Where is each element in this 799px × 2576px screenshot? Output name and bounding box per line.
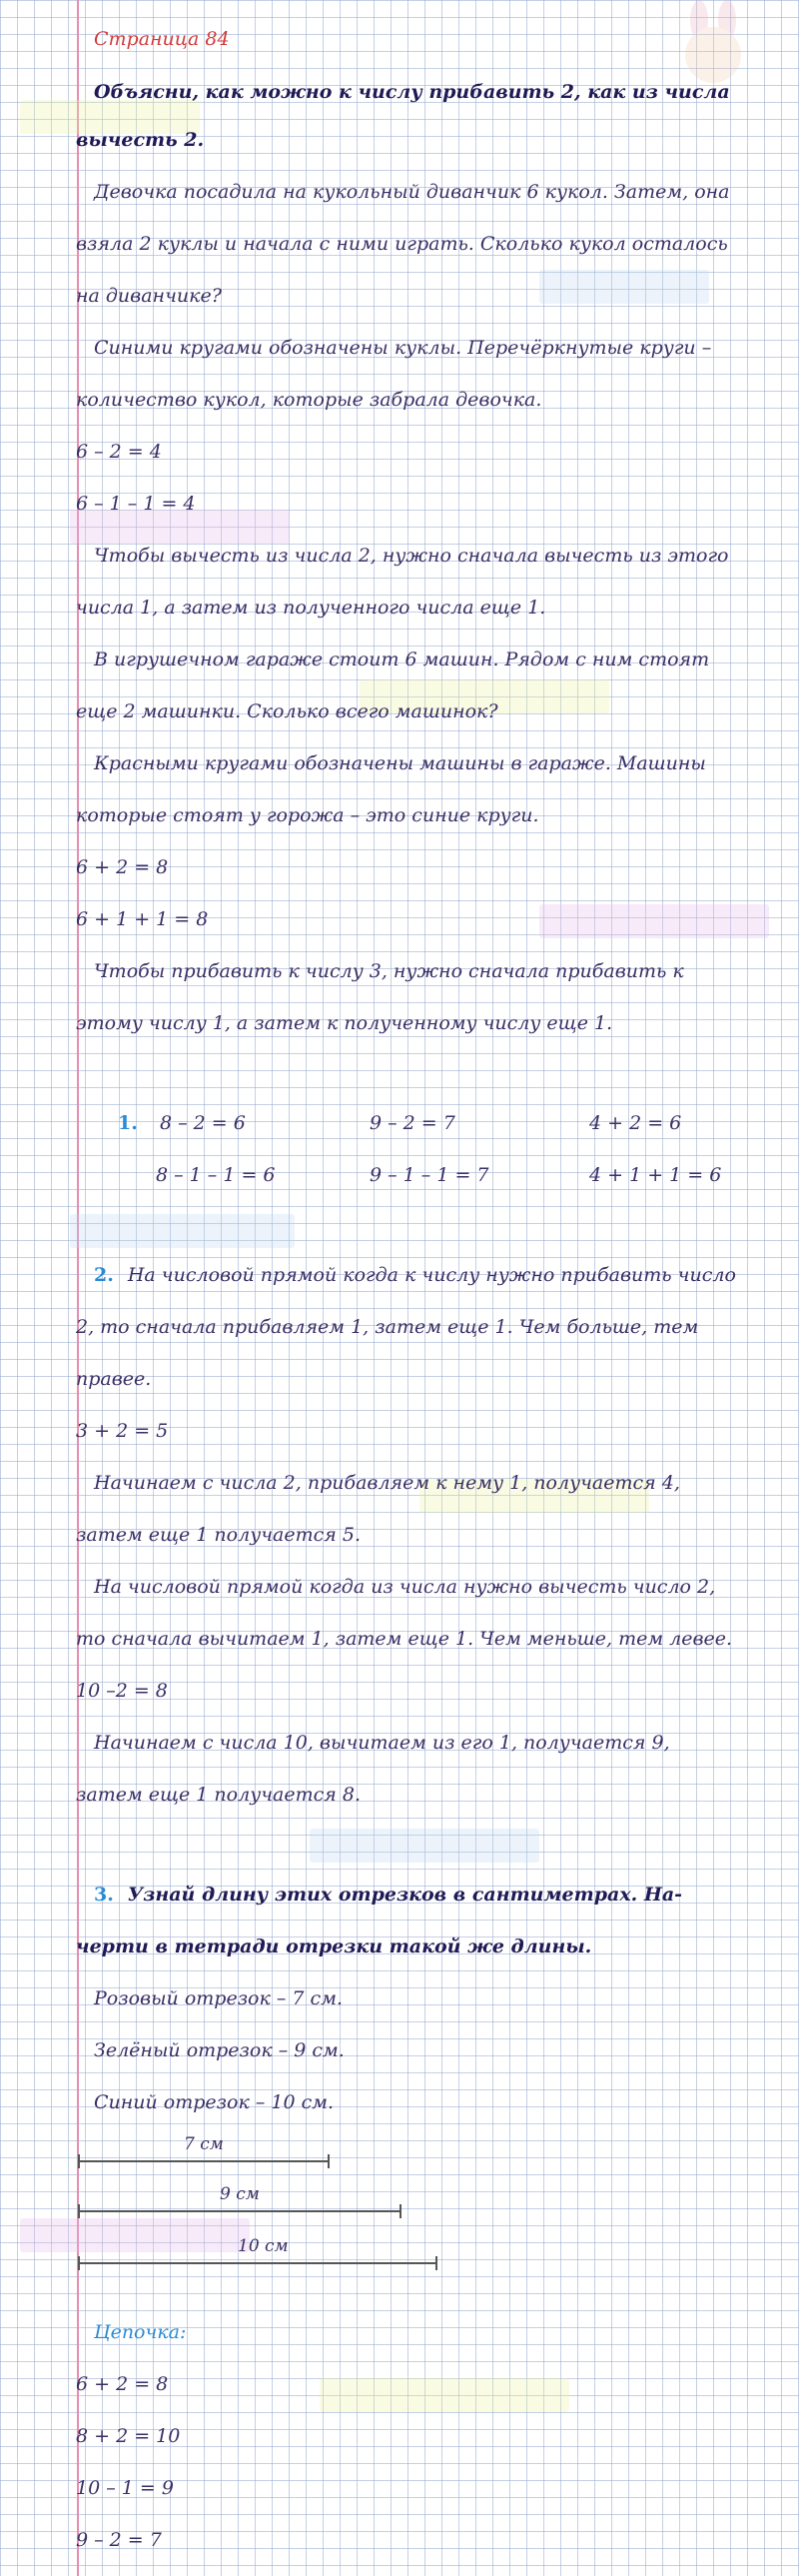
task-2-line: Начинаем с числа 10, вычитаем из его 1, получается 9, bbox=[94, 1732, 670, 1754]
segment-description: Розовый отрезок – 7 см. bbox=[94, 1987, 343, 2009]
task-2-line: правее. bbox=[76, 1368, 152, 1390]
task-2-line: затем еще 1 получается 8. bbox=[76, 1784, 362, 1806]
segment-end-tick bbox=[78, 2154, 80, 2168]
intro-paragraph-line: количество кукол, которые забрала девочка. bbox=[76, 389, 542, 411]
bunny-decoration-icon bbox=[669, 0, 759, 90]
intro-paragraph-line: взяла 2 куклы и начала с ними играть. Сколько кукол осталось bbox=[76, 233, 728, 255]
task-1-equation: 8 – 1 – 1 = 6 bbox=[156, 1164, 276, 1186]
segment-description: Синий отрезок – 10 см. bbox=[94, 2091, 335, 2113]
watermark bbox=[539, 904, 769, 938]
equation: 10 –2 = 8 bbox=[76, 1680, 168, 1702]
task-1-equation: 8 – 2 = 6 bbox=[160, 1112, 246, 1134]
segment-line bbox=[78, 2262, 437, 2264]
intro-paragraph-line: Девочка посадила на кукольный диванчик 6 кукол. Затем, она bbox=[94, 181, 730, 203]
intro-paragraph-line: еще 2 машинки. Сколько всего машинок? bbox=[76, 700, 498, 722]
intro-paragraph-line: Чтобы прибавить к числу 3, нужно сначала прибавить к bbox=[94, 960, 684, 982]
chain-line: 9 – 2 = 7 bbox=[76, 2529, 162, 2551]
watermark bbox=[70, 1214, 295, 1248]
task-3-question-text: Узнай длину этих отрезков в сантиметрах. На- bbox=[127, 1884, 683, 1906]
task-1-equation: 9 – 2 = 7 bbox=[370, 1112, 455, 1134]
task-3-question-line: черти в тетради отрезки такой же длины. bbox=[76, 1935, 592, 1957]
intro-question-line: вычесть 2. bbox=[76, 129, 205, 151]
segment-end-tick bbox=[400, 2204, 401, 2218]
task-2-line: На числовой прямой когда из числа нужно вычесть число 2, bbox=[94, 1576, 716, 1598]
segment-label: 7 см bbox=[184, 2134, 224, 2154]
segment-label: 10 см bbox=[238, 2236, 289, 2256]
segment-end-tick bbox=[435, 2256, 437, 2270]
watermark bbox=[539, 270, 709, 304]
segment-label: 9 см bbox=[220, 2184, 260, 2204]
chain-line: 10 – 1 = 9 bbox=[76, 2477, 174, 2499]
task-number: 1. bbox=[118, 1112, 138, 1134]
intro-paragraph-line: на диванчике? bbox=[76, 285, 222, 307]
chain-line: 6 + 2 = 8 bbox=[76, 2373, 169, 2395]
task-1-equation: 4 + 1 + 1 = 6 bbox=[589, 1164, 722, 1186]
task-2-line bbox=[94, 1263, 736, 1287]
segment-line bbox=[78, 2160, 330, 2162]
intro-paragraph-line: Красными кругами обозначены машины в гараже. Машины bbox=[94, 752, 706, 774]
intro-paragraph-line: этому числу 1, а затем к полученному числу еще 1. bbox=[76, 1012, 613, 1034]
task-number: 2. bbox=[94, 1264, 114, 1286]
chain-title: Цепочка: bbox=[94, 2321, 187, 2343]
watermark bbox=[310, 1829, 539, 1863]
task-1-number bbox=[118, 1111, 152, 1135]
intro-question-line: Объясни, как можно к числу прибавить 2, как из числа bbox=[94, 81, 730, 103]
task-2-line: то сначала вычитаем 1, затем еще 1. Чем меньше, тем левее. bbox=[76, 1628, 733, 1650]
intro-paragraph-line: Синими кругами обозначены куклы. Перечёркнутые круги – bbox=[94, 337, 712, 359]
page-title: Страница 84 bbox=[94, 28, 230, 50]
intro-paragraph-line: которые стоят у горожа – это синие круги. bbox=[76, 804, 539, 826]
equation: 6 – 1 – 1 = 4 bbox=[76, 493, 196, 515]
task-2-line: затем еще 1 получается 5. bbox=[76, 1524, 362, 1546]
segment-description: Зелёный отрезок – 9 см. bbox=[94, 2039, 345, 2061]
segment-end-tick bbox=[328, 2154, 330, 2168]
task-2-line: Начинаем с числа 2, прибавляем к нему 1, получается 4, bbox=[94, 1472, 680, 1494]
intro-paragraph-line: числа 1, а затем из полученного числа еще 1. bbox=[76, 597, 546, 619]
task-3-question-line bbox=[94, 1883, 682, 1907]
equation: 3 + 2 = 5 bbox=[76, 1420, 169, 1442]
intro-paragraph-line: В игрушечном гараже стоит 6 машин. Рядом с ним стоят bbox=[94, 648, 710, 670]
task-1-equation: 9 – 1 – 1 = 7 bbox=[370, 1164, 489, 1186]
segment-end-tick bbox=[78, 2256, 80, 2270]
equation: 6 – 2 = 4 bbox=[76, 441, 162, 463]
margin-line bbox=[77, 0, 79, 2576]
equation: 6 + 1 + 1 = 8 bbox=[76, 908, 209, 930]
task-number: 3. bbox=[94, 1884, 114, 1906]
chain-line: 8 + 2 = 10 bbox=[76, 2425, 181, 2447]
segment-end-tick bbox=[78, 2204, 80, 2218]
task-2-text: На числовой прямой когда к числу нужно прибавить число bbox=[127, 1264, 736, 1286]
watermark bbox=[20, 2218, 250, 2252]
task-2-line: 2, то сначала прибавляем 1, затем еще 1. Чем больше, тем bbox=[76, 1316, 699, 1338]
task-1-equation: 4 + 2 = 6 bbox=[589, 1112, 682, 1134]
equation: 6 + 2 = 8 bbox=[76, 856, 169, 878]
intro-paragraph-line: Чтобы вычесть из числа 2, нужно сначала вычесть из этого bbox=[94, 545, 729, 567]
segment-line bbox=[78, 2210, 401, 2212]
watermark bbox=[320, 2378, 569, 2412]
